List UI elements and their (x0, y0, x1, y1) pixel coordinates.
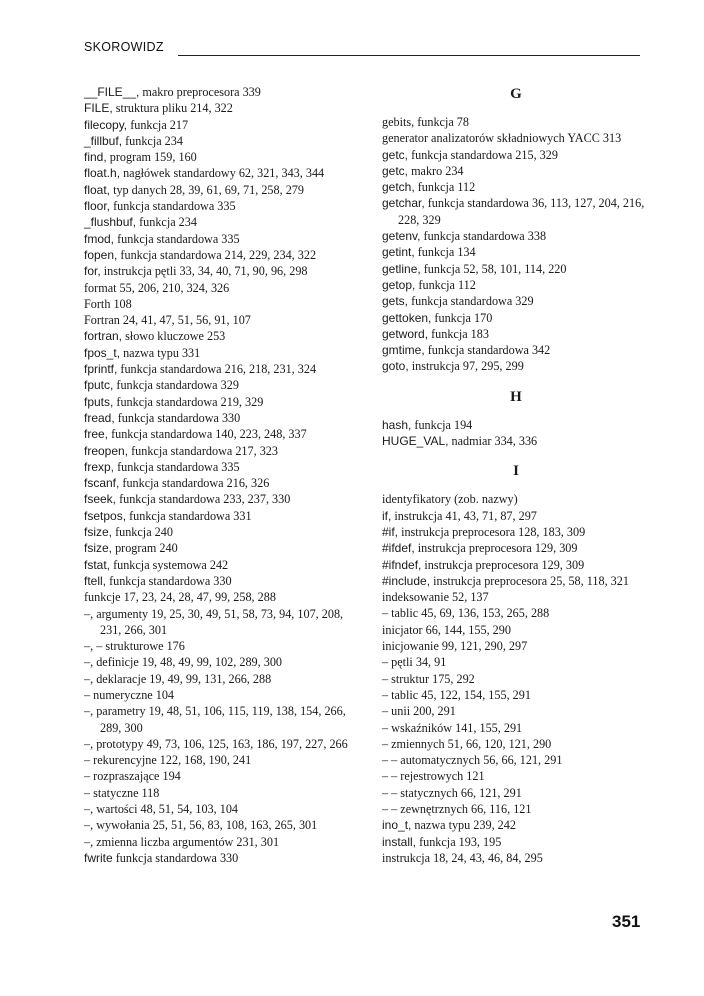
index-term: for, (84, 264, 101, 279)
section-gap (382, 449, 650, 461)
index-entry (84, 491, 352, 507)
index-entry (382, 491, 650, 507)
index-locator: instrukcja preprocesora 129, 309 (421, 557, 585, 572)
index-locator: instrukcja preprocesora 129, 309 (414, 541, 578, 556)
index-term: frexp, (84, 459, 115, 474)
index-term: getword, (382, 326, 429, 341)
index-entry (382, 310, 650, 326)
index-locator: nagłówek standardowy 62, 321, 343, 344 (120, 166, 325, 181)
index-locator: gebits, funkcja 78 (382, 115, 469, 129)
index-term: fmod, (84, 231, 115, 246)
running-head: SKOROWIDZ (84, 40, 164, 54)
index-entry (84, 149, 352, 165)
index-locator: – – statycznych 66, 121, 291 (382, 785, 522, 800)
section-letter: H (510, 388, 522, 405)
index-locator: –, argumenty 19, 25, 30, 49, 51, 58, 73, 94, 107, 208, 231, 266, 301 (84, 606, 344, 637)
index-locator: – tablic 45, 69, 136, 153, 265, 288 (382, 606, 550, 621)
index-entry (382, 293, 650, 309)
index-column-left (84, 84, 352, 866)
index-entry (84, 671, 352, 687)
index-entry (84, 443, 352, 459)
index-entry (84, 768, 352, 784)
index-entry (382, 622, 650, 638)
index-locator: program 159, 160 (106, 150, 197, 165)
index-entry (382, 114, 650, 130)
index-locator: funkcja standardowa 342 (424, 343, 551, 358)
index-term: goto, (382, 359, 409, 374)
index-entry (382, 326, 650, 342)
index-term: _flushbuf, (84, 215, 137, 230)
index-locator: indeksowanie 52, 137 (382, 590, 489, 605)
index-term: fread, (84, 410, 115, 425)
section-letter: I (513, 463, 519, 480)
index-locator: – – rejestrowych 121 (382, 769, 485, 784)
index-entry (84, 752, 352, 768)
index-locator: –, zmienna liczba argumentów 231, 301 (84, 834, 280, 849)
index-entry (84, 557, 352, 573)
index-locator: funkcja standardowa 215, 329 (408, 147, 558, 162)
index-locator: funkcja standardowa 330 (106, 573, 232, 588)
index-locator: funkcja 183 (428, 326, 489, 341)
index-locator: funkcja standardowa 329 (408, 294, 534, 309)
index-entry (382, 752, 650, 768)
index-term: if, (382, 508, 392, 523)
index-entry (84, 606, 352, 639)
index-term: fortran, (84, 329, 123, 344)
index-entry (84, 263, 352, 279)
index-term: FILE, (84, 101, 113, 116)
index-locator: Forth 108 (84, 296, 132, 311)
index-locator: funkcja 240 (112, 525, 173, 540)
index-term: getenv, (382, 229, 421, 244)
index-entry (84, 475, 352, 491)
index-entry (382, 573, 650, 589)
index-locator: funkcja 193, 195 (416, 834, 502, 849)
index-locator: funkcja 217 (127, 117, 189, 132)
index-term: free, (84, 427, 109, 442)
index-locator: – wskaźników 141, 155, 291 (382, 720, 523, 735)
index-term: gettoken, (382, 310, 432, 325)
index-locator: funkcja 52, 58, 101, 114, 220 (420, 261, 567, 276)
index-entry (382, 736, 650, 752)
page-header (84, 40, 640, 58)
index-term: install, (382, 834, 417, 849)
index-entry (84, 524, 352, 540)
index-column-right (382, 84, 650, 866)
index-locator: inicjowanie 99, 121, 290, 297 (382, 639, 528, 654)
index-entry (382, 433, 650, 449)
index-term: fopen, (84, 247, 118, 262)
index-locator: program 240 (112, 541, 178, 556)
index-entry (382, 524, 650, 540)
index-term: gmtime, (382, 343, 425, 358)
index-term: fpos_t, (84, 345, 121, 360)
index-locator: funkcja 194 (411, 417, 473, 432)
section-gap (382, 375, 650, 387)
index-locator: – – automatycznych 56, 66, 121, 291 (382, 753, 563, 768)
index-entry (84, 703, 352, 736)
index-entry (84, 394, 352, 410)
index-entry (84, 785, 352, 801)
index-locator: makro 234 (408, 163, 464, 178)
index-term: getc, (382, 163, 409, 178)
index-locator: generator analizatorów składniowych YACC 313 (382, 131, 622, 146)
index-entry (84, 834, 352, 850)
index-entry (84, 280, 352, 296)
index-term: freopen, (84, 443, 129, 458)
page-number: 351 (612, 912, 641, 931)
index-entry (84, 117, 352, 133)
index-term: gets, (382, 294, 409, 309)
index-locator: format 55, 206, 210, 324, 326 (84, 280, 230, 295)
index-entry (84, 410, 352, 426)
index-entry (84, 589, 352, 605)
index-entry (84, 198, 352, 214)
index-locator: funkcja standardowa 331 (126, 508, 252, 523)
index-entry (84, 736, 352, 752)
index-locator: typ danych 28, 39, 61, 69, 71, 258, 279 (110, 182, 304, 197)
index-term: find, (84, 150, 107, 165)
index-locator: –, definicje 19, 48, 49, 99, 102, 289, 300 (84, 655, 283, 670)
index-term: filecopy, (84, 117, 128, 132)
index-entry (84, 214, 352, 230)
index-term: getch, (382, 180, 415, 195)
index-entry (382, 508, 650, 524)
index-term: float.h, (84, 166, 121, 181)
index-locator: funkcja standardowa 216, 326 (119, 476, 270, 491)
index-entry (382, 179, 650, 195)
index-entry (84, 312, 352, 328)
index-term: getc, (382, 147, 409, 162)
index-locator: nazwa typu 331 (120, 345, 201, 360)
index-entry (84, 182, 352, 198)
index-term: fputs, (84, 394, 114, 409)
index-entry (84, 801, 352, 817)
index-entry (84, 687, 352, 703)
index-term: fsize, (84, 525, 113, 540)
index-entry (382, 785, 650, 801)
index-locator: funkcja standardowa 335 (114, 231, 240, 246)
index-locator: funkcja standardowa 214, 229, 234, 322 (117, 247, 317, 262)
index-entry (382, 195, 650, 228)
index-entry (382, 557, 650, 573)
index-locator: funkcja standardowa 335 (110, 199, 236, 214)
index-entry (382, 850, 650, 866)
index-locator: inicjator 66, 144, 155, 290 (382, 622, 511, 637)
index-entry (84, 540, 352, 556)
index-term: fsize, (84, 541, 113, 556)
index-locator: instrukcja 18, 24, 43, 46, 84, 295 (382, 850, 543, 865)
index-term: fputc, (84, 378, 114, 393)
index-entry (84, 361, 352, 377)
index-term: fwrite (84, 850, 113, 865)
index-term: fsetpos, (84, 508, 127, 523)
index-locator: –, parametry 19, 48, 51, 106, 115, 119, 138, 154, 266, 289, 300 (84, 704, 346, 735)
index-locator: funkcja standardowa 335 (114, 459, 240, 474)
index-entry (84, 133, 352, 149)
index-term: #if, (382, 524, 399, 539)
index-term: fscanf, (84, 476, 120, 491)
index-locator: –, wywołania 25, 51, 56, 83, 108, 163, 265, 301 (84, 818, 318, 833)
index-entry (382, 605, 650, 621)
index-entry (84, 247, 352, 263)
index-locator: identyfikatory (zob. nazwy) (382, 492, 518, 507)
index-locator: funkcja standardowa 140, 223, 248, 337 (108, 427, 307, 442)
index-entry (382, 228, 650, 244)
index-term: getint, (382, 245, 415, 260)
index-entry (84, 328, 352, 344)
index-entry (382, 638, 650, 654)
index-entry (84, 377, 352, 393)
index-entry (84, 84, 352, 100)
index-locator: funkcja standardowa 36, 113, 127, 204, 216, 228, 329 (398, 196, 645, 227)
index-entry (382, 817, 650, 833)
index-locator: instrukcja pętli 33, 34, 40, 71, 90, 96, 298 (100, 264, 308, 279)
index-term: HUGE_VAL, (382, 434, 449, 449)
index-locator: funkcja 112 (414, 180, 476, 195)
index-locator: Fortran 24, 41, 47, 51, 56, 91, 107 (84, 313, 251, 328)
index-entry (84, 850, 352, 866)
index-entry (84, 100, 352, 116)
index-locator: funkcje 17, 23, 24, 28, 47, 99, 258, 288 (84, 590, 276, 605)
index-locator: makro preprocesora 339 (139, 85, 261, 99)
index-entry (382, 540, 650, 556)
index-locator: funkcja systemowa 242 (110, 557, 229, 572)
index-locator: funkcja standardowa 219, 329 (113, 394, 264, 409)
index-entry (382, 834, 650, 850)
index-entry (84, 573, 352, 589)
index-entry (84, 345, 352, 361)
index-entry (382, 147, 650, 163)
index-locator: funkcja 234 (136, 215, 197, 230)
index-term: ftell, (84, 573, 107, 588)
index-entry (84, 654, 352, 670)
index-locator: funkcja 112 (415, 277, 476, 292)
index-entry (84, 165, 352, 181)
index-entry (382, 261, 650, 277)
index-locator: funkcja standardowa 330 (112, 850, 239, 865)
index-term: ino_t, (382, 818, 412, 833)
index-locator: – – zewnętrznych 66, 116, 121 (382, 801, 532, 816)
index-locator: – zmiennych 51, 66, 120, 121, 290 (382, 736, 552, 751)
index-entry (84, 231, 352, 247)
index-locator: –, deklaracje 19, 49, 99, 131, 266, 288 (84, 671, 272, 686)
index-locator: funkcja 170 (431, 310, 493, 325)
index-locator: instrukcja 41, 43, 71, 87, 297 (391, 508, 537, 523)
index-locator: – unii 200, 291 (382, 704, 456, 719)
index-locator: – rozpraszające 194 (84, 769, 181, 784)
index-term: float, (84, 182, 111, 197)
index-entry (84, 817, 352, 833)
index-term: getop, (382, 277, 416, 292)
index-locator: funkcja standardowa 216, 218, 231, 324 (117, 362, 317, 377)
index-locator: – numeryczne 104 (84, 687, 175, 702)
index-entry (84, 638, 352, 654)
index-entry (84, 508, 352, 524)
index-term: hash, (382, 417, 412, 432)
index-entry (382, 720, 650, 736)
index-entry (84, 426, 352, 442)
index-term: getline, (382, 261, 421, 276)
index-locator: struktura pliku 214, 322 (112, 101, 233, 116)
index-entry (84, 296, 352, 312)
index-locator: funkcja standardowa 338 (420, 229, 547, 244)
index-term: fseek, (84, 492, 117, 507)
section-letter: G (510, 86, 522, 102)
index-entry (382, 277, 650, 293)
index-term: getchar, (382, 196, 425, 211)
index-term: #include, (382, 573, 431, 588)
index-term: __FILE__, (84, 85, 140, 99)
index-locator: funkcja standardowa 329 (113, 378, 239, 393)
index-locator: –, prototypy 49, 73, 106, 125, 163, 186, 197, 227, 266 (84, 736, 348, 751)
index-locator: –, – strukturowe 176 (84, 639, 185, 654)
index-term: #ifdef, (382, 541, 415, 556)
index-locator: nadmiar 334, 336 (448, 434, 538, 449)
index-entry (382, 768, 650, 784)
index-locator: funkcja standardowa 233, 237, 330 (116, 492, 291, 507)
index-locator: – statyczne 118 (84, 785, 160, 800)
index-entry (382, 342, 650, 358)
index-entry (382, 358, 650, 374)
header-rule (178, 55, 640, 56)
index-locator: słowo kluczowe 253 (122, 329, 226, 344)
index-locator: nazwa typu 239, 242 (411, 818, 516, 833)
index-entry (382, 654, 650, 670)
index-entry (382, 671, 650, 687)
index-entry (382, 130, 650, 146)
index-locator: – tablic 45, 122, 154, 155, 291 (382, 687, 531, 702)
index-locator: funkcja 134 (414, 245, 476, 260)
index-entry (382, 163, 650, 179)
index-locator: instrukcja preprocesora 128, 183, 309 (398, 524, 586, 539)
index-term: #ifndef, (382, 557, 422, 572)
index-entry (382, 687, 650, 703)
index-entry (382, 417, 650, 433)
index-locator: – pętli 34, 91 (382, 655, 447, 670)
index-term: _fillbuf, (84, 133, 123, 148)
index-locator: – rekurencyjne 122, 168, 190, 241 (84, 753, 252, 768)
index-locator: funkcja standardowa 330 (114, 410, 241, 425)
index-locator: funkcja standardowa 217, 323 (128, 443, 278, 458)
index-entry (382, 801, 650, 817)
index-locator: instrukcja 97, 295, 299 (408, 359, 524, 374)
index-locator: –, wartości 48, 51, 54, 103, 104 (84, 802, 239, 817)
index-locator: instrukcja preprocesora 25, 58, 118, 321 (430, 573, 629, 588)
index-term: floor, (84, 199, 111, 214)
index-locator: – struktur 175, 292 (382, 671, 475, 686)
index-entry (382, 589, 650, 605)
index-term: fstat, (84, 557, 111, 572)
index-locator: funkcja 234 (122, 133, 183, 148)
index-term: fprintf, (84, 362, 118, 377)
index-entry (382, 244, 650, 260)
index-entry (84, 459, 352, 475)
index-entry (382, 703, 650, 719)
